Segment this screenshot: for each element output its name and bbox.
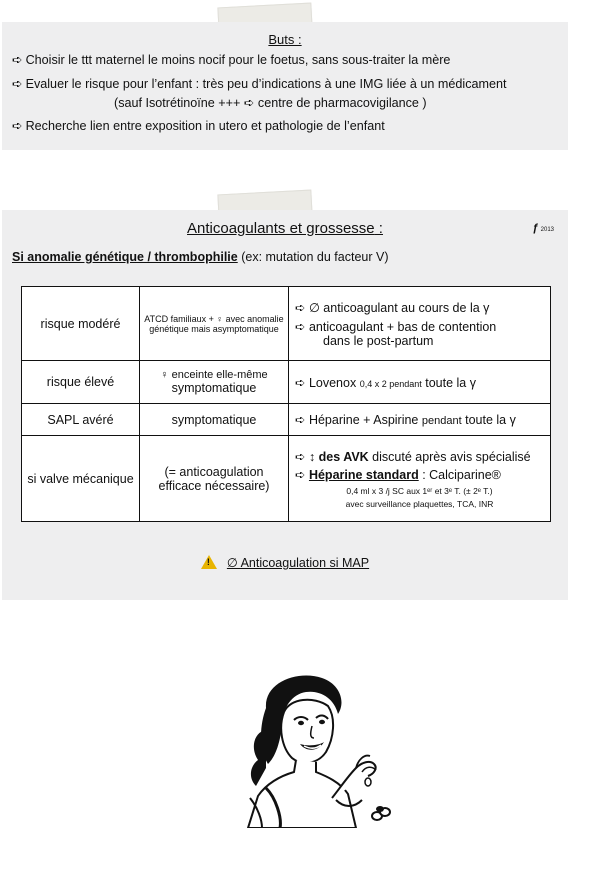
goals-card: [2, 22, 568, 150]
condition-cell: ♀ enceinte elle-même symptomatique: [140, 361, 289, 404]
warning-icon: [201, 555, 217, 569]
condition-cell: ATCD familiaux + ♀ avec anomalie génétique mais asymptomatique: [140, 287, 289, 361]
condition-cell: (= anticoagulation efficace nécessaire): [140, 436, 289, 522]
condition-cell: symptomatique: [140, 404, 289, 436]
table-row: [22, 436, 551, 522]
anticoagulants-card: [2, 210, 568, 600]
table-row: [22, 361, 551, 404]
risk-level-cell: SAPL avéré: [22, 404, 140, 436]
risk-level-cell: risque modéré: [22, 287, 140, 361]
risk-level-cell: risque élevé: [22, 361, 140, 404]
corner-mark: ƒ 2013: [532, 222, 554, 234]
risk-level-cell: si valve mécanique: [22, 436, 140, 522]
arrow-icon: ➪: [12, 77, 23, 91]
table-row: [22, 404, 551, 436]
goal-item-1: ➪ Choisir le ttt maternel le moins nocif pour le foetus, sans sous-traiter la mère: [12, 53, 451, 67]
pill-icon: [376, 806, 384, 812]
goal-item-2: ➪ Evaluer le risque pour l’enfant : très peu d’indications à une IMG liée à un médicament: [12, 77, 507, 91]
table-row: [22, 287, 551, 361]
thrombophilia-subtitle: Si anomalie génétique / thrombophilie (ex: mutation du facteur V): [12, 250, 389, 264]
goals-title: Buts :: [268, 32, 302, 47]
treatment-cell: ➪ Lovenox 0,4 x 2 pendant toute la γ: [289, 361, 551, 404]
risk-table: [21, 286, 551, 522]
treatment-cell: ➪ Héparine + Aspirine pendant toute la γ: [289, 404, 551, 436]
woman-with-pills-illustration: [236, 668, 396, 828]
goal-item-2-note: (sauf Isotrétinoïne +++ ➪ centre de pharmacovigilance ): [114, 96, 427, 110]
treatment-cell: ➪ ↕ des AVK discuté après avis spécialisé ➪ Héparine standard : Calciparine® 0,4 ml x 3 /j SC aux 1ᵉʳ et 3ᵉ T. (± 2ᵉ T.) avec surveillance plaquettes, TCA, INR: [289, 436, 551, 522]
arrow-icon: ➪: [12, 53, 23, 67]
anticoagulants-title: Anticoagulants et grossesse :: [187, 220, 383, 237]
goal-item-3: ➪ Recherche lien entre exposition in utero et pathologie de l’enfant: [12, 119, 385, 133]
treatment-cell: ➪ ∅ anticoagulant au cours de la γ ➪ anticoagulant + bas de contention dans le post-partum: [289, 287, 551, 361]
pill-icon: [365, 778, 371, 786]
map-warning: !∅ Anticoagulation si MAP: [2, 555, 568, 570]
arrow-icon: ➪: [12, 119, 23, 133]
